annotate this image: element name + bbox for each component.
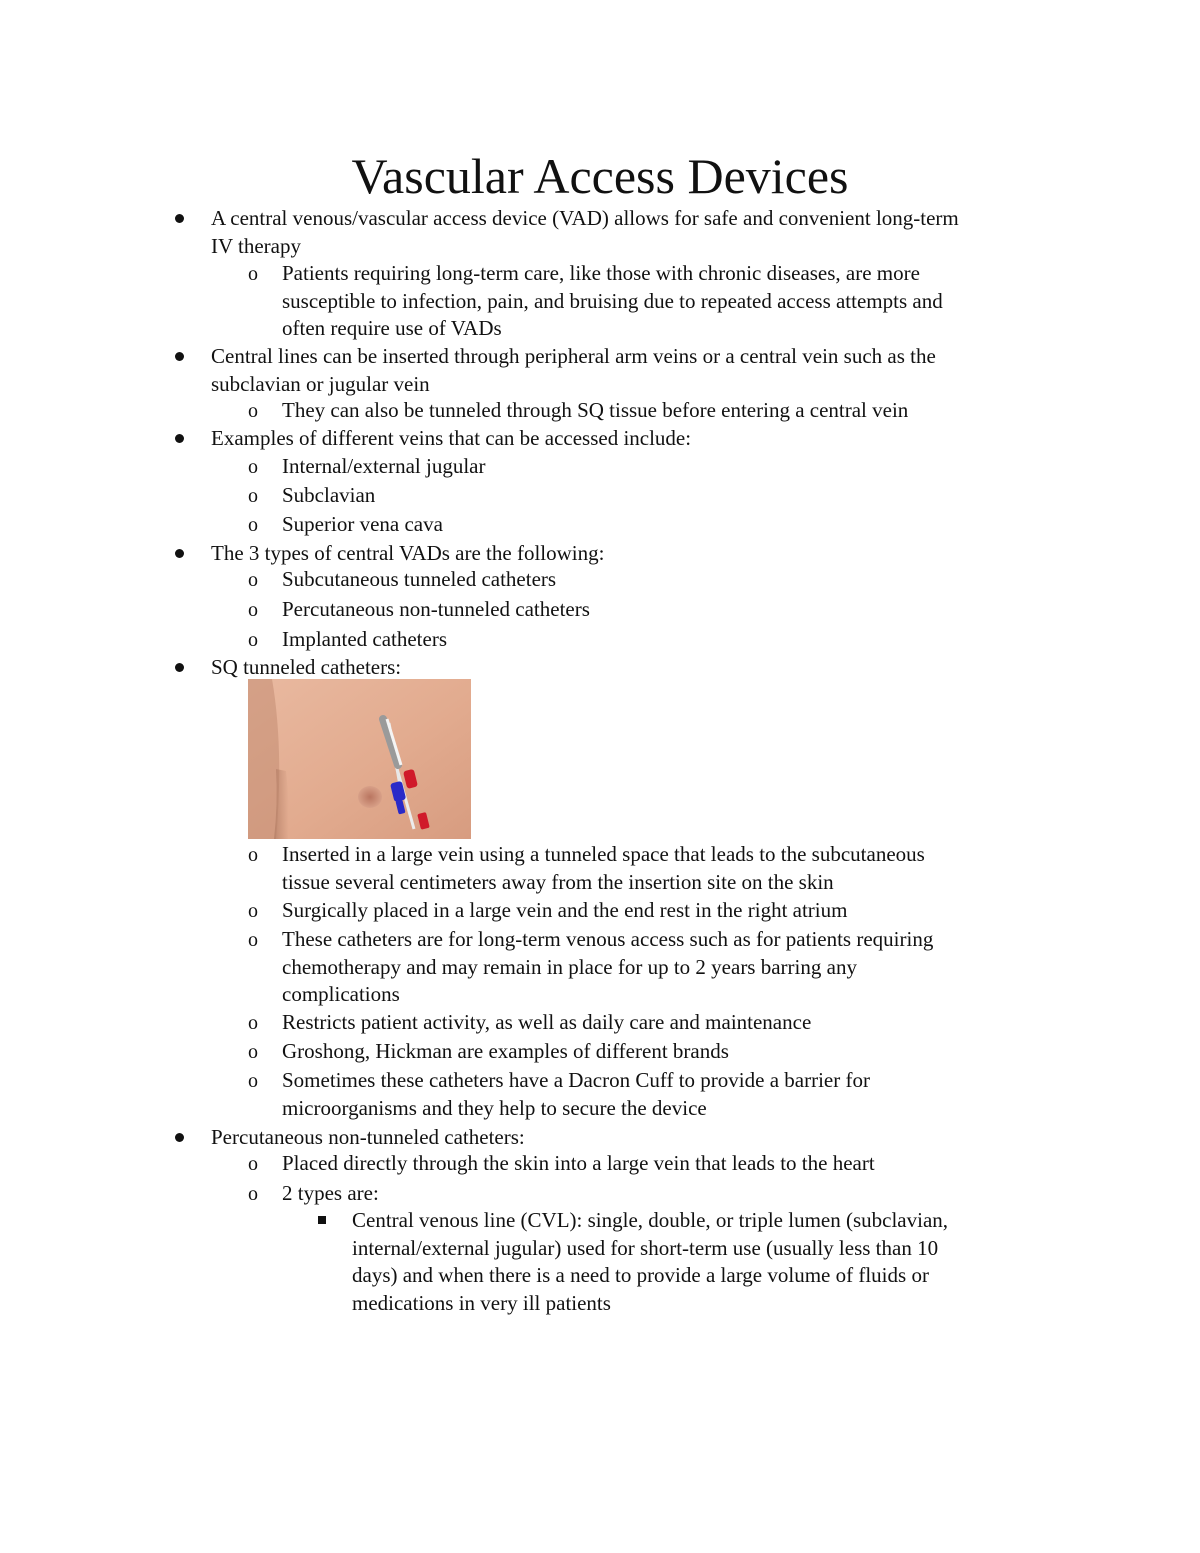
- list-item-line: complications: [282, 982, 400, 1006]
- bullet-dot: [175, 425, 187, 437]
- list-item-line: tissue several centimeters away from the insertion site on the skin: [282, 869, 834, 894]
- page-title: Vascular Access Devices: [351, 148, 849, 204]
- list-item-line: A central venous/vascular access device (VAD) allows for safe and convenient long-term: [211, 206, 959, 230]
- list-item: [282, 897, 1062, 925]
- list-item-line: Superior vena cava: [282, 512, 443, 536]
- list-item-line: Percutaneous non-tunneled catheters: [282, 597, 590, 621]
- bullet-circle: o: [248, 599, 258, 621]
- bullet-dot: [175, 654, 187, 666]
- list-item: [211, 1124, 1081, 1152]
- list-item-line: IV therapy: [211, 233, 301, 258]
- list-item-line: Restricts patient activity, as well as daily care and maintenance: [282, 1010, 812, 1034]
- bullet-circle: o: [248, 456, 258, 478]
- bullet-square: [318, 1207, 326, 1224]
- bullet-circle: o: [248, 1070, 258, 1092]
- list-item: [282, 511, 1062, 539]
- list-item-line: Subcutaneous tunneled catheters: [282, 567, 557, 591]
- list-item-line: microorganisms and they help to secure the device: [282, 1095, 707, 1120]
- list-item-line: Patients requiring long-term care, like those with chronic diseases, are more: [282, 261, 920, 285]
- list-item: [282, 260, 1062, 343]
- list-item-line: Subclavian: [282, 483, 376, 507]
- list-item: [282, 566, 1062, 594]
- bullet-dot: [175, 343, 187, 355]
- list-item-line: Groshong, Hickman are examples of different brands: [282, 1039, 729, 1063]
- bullet-dot: [175, 205, 187, 217]
- list-item: [282, 397, 1062, 425]
- bullet-dot: [175, 1124, 187, 1136]
- bullet-circle: o: [248, 629, 258, 651]
- list-item: [282, 926, 1062, 1009]
- list-item: [282, 1009, 1062, 1037]
- list-item: [352, 1207, 1052, 1317]
- list-item-line: They can also be tunneled through SQ tissue before entering a central vein: [282, 398, 909, 422]
- list-item: [282, 453, 1062, 481]
- bullet-circle: o: [248, 929, 258, 951]
- list-item-line: Inserted in a large vein using a tunneled space that leads to the subcutaneous: [282, 842, 925, 866]
- bullet-circle: o: [248, 485, 258, 507]
- list-item-line: medications in very ill patients: [352, 1290, 611, 1315]
- list-item-line: Surgically placed in a large vein and the end rest in the right atrium: [282, 898, 848, 922]
- list-item-line: Central lines can be inserted through peripheral arm veins or a central vein such as the: [211, 344, 936, 368]
- list-item-line: days) and when there is a need to provide a large volume of fluids or: [352, 1263, 929, 1287]
- bullet-circle: o: [248, 569, 258, 591]
- list-item-line: SQ tunneled catheters:: [211, 655, 402, 679]
- list-item-line: Internal/external jugular: [282, 454, 486, 478]
- bullet-circle: o: [248, 1153, 258, 1175]
- list-item: [211, 205, 1081, 260]
- list-item-line: Percutaneous non-tunneled catheters:: [211, 1125, 525, 1149]
- list-item-line: internal/external jugular) used for short-term use (usually less than 10: [352, 1235, 939, 1260]
- list-item: [282, 1038, 1062, 1066]
- list-item: [211, 540, 1081, 568]
- list-item: [282, 1180, 1062, 1208]
- list-item-line: 2 types are:: [282, 1181, 379, 1205]
- list-item: [282, 841, 1062, 896]
- bullet-circle: o: [248, 514, 258, 536]
- list-item: [282, 482, 1062, 510]
- list-item-line: The 3 types of central VADs are the following:: [211, 541, 605, 565]
- bullet-dot: [175, 540, 187, 552]
- list-item-line: Central venous line (CVL): single, double, or triple lumen (subclavian,: [352, 1208, 949, 1232]
- list-item-line: often require use of VADs: [282, 316, 502, 340]
- list-item: [211, 425, 1081, 453]
- bullet-circle: o: [248, 900, 258, 922]
- bullet-circle: o: [248, 400, 258, 422]
- list-item: [282, 1067, 1062, 1122]
- list-item: [282, 626, 1062, 654]
- bullet-circle: o: [248, 844, 258, 866]
- catheter-chest-image: [248, 679, 471, 839]
- bullet-circle: o: [248, 263, 258, 285]
- list-item-line: subclavian or jugular vein: [211, 371, 430, 396]
- list-item-line: Examples of different veins that can be accessed include:: [211, 426, 692, 450]
- list-item-line: Sometimes these catheters have a Dacron Cuff to provide a barrier for: [282, 1068, 870, 1092]
- bullet-circle: o: [248, 1041, 258, 1063]
- list-item: [211, 343, 1081, 398]
- list-item-line: Implanted catheters: [282, 627, 448, 651]
- bullet-circle: o: [248, 1012, 258, 1034]
- list-item-line: Placed directly through the skin into a large vein that leads to the heart: [282, 1151, 875, 1175]
- list-item: [282, 596, 1062, 624]
- list-item-line: chemotherapy and may remain in place for up to 2 years barring any: [282, 954, 857, 979]
- list-item-line: These catheters are for long-term venous access such as for patients requiring: [282, 927, 934, 951]
- list-item: [211, 654, 1081, 682]
- list-item-line: susceptible to infection, pain, and bruising due to repeated access attempts and: [282, 288, 943, 313]
- bullet-circle: o: [248, 1183, 258, 1205]
- list-item: [282, 1150, 1062, 1178]
